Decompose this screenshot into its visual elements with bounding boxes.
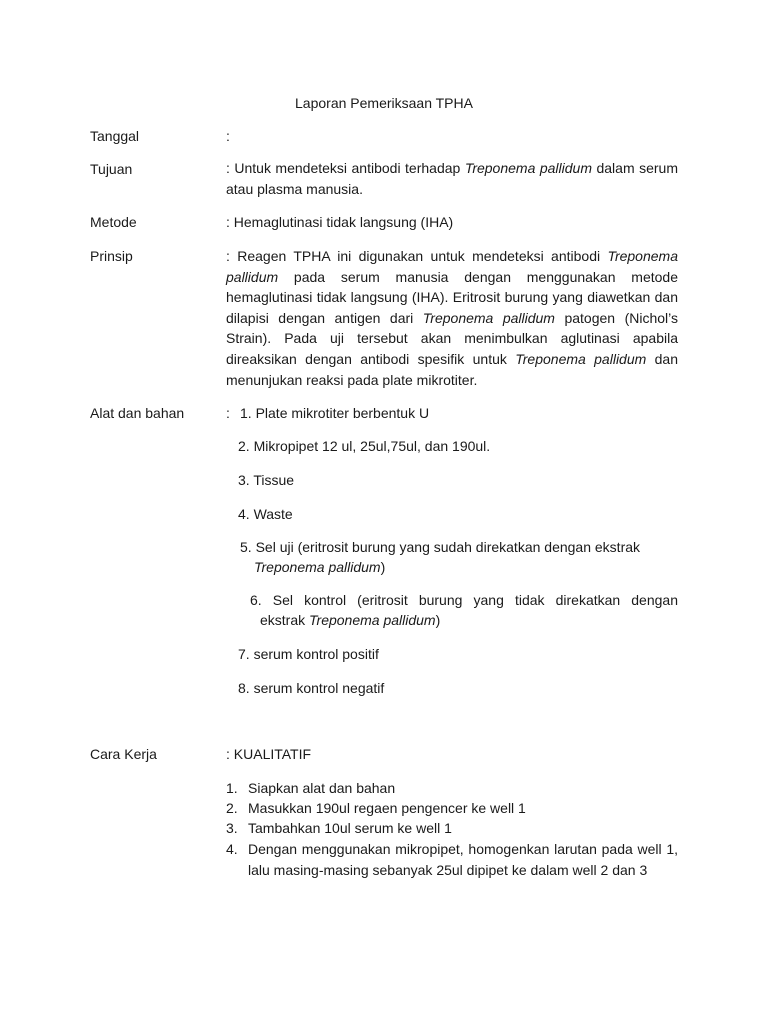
list-item: 4. Waste bbox=[238, 506, 293, 522]
organism-name: Treponema pallidum bbox=[464, 160, 592, 176]
list-item-continuation: Treponema pallidum) bbox=[254, 559, 386, 575]
step-text: Masukkan 190ul regaen pengencer ke well 1 bbox=[248, 800, 526, 816]
cara-kerja-value: : KUALITATIF bbox=[226, 746, 312, 762]
cara-kerja-label: Cara Kerja bbox=[90, 746, 157, 762]
step-number: 1. bbox=[226, 780, 238, 796]
metode-value: : Hemaglutinasi tidak langsung (IHA) bbox=[226, 214, 454, 230]
list-item: 5. Sel uji (eritrosit burung yang sudah direkatkan dengan ekstrak bbox=[240, 539, 641, 555]
step-number: 4. bbox=[226, 841, 238, 857]
list-item: 6. Sel kontrol (eritrosit burung yang tidak direkatkan dengan bbox=[250, 592, 678, 608]
tujuan-label: Tujuan bbox=[90, 161, 133, 177]
alat-label: Alat dan bahan bbox=[90, 405, 185, 421]
alat-colon: : bbox=[226, 405, 230, 421]
list-item: 1. Plate mikrotiter berbentuk U bbox=[240, 405, 430, 421]
step-text: Dengan menggunakan mikropipet, homogenkan larutan pada well 1, lalu masing-masing sebanyak 25ul dipipet ke dalam well 2 dan 3 bbox=[248, 841, 678, 878]
step-number: 2. bbox=[226, 800, 238, 816]
organism-name: Treponema pallidum bbox=[254, 559, 381, 575]
organism-name: Treponema pallidum bbox=[515, 350, 647, 367]
list-item: 2. Mikropipet 12 ul, 25ul,75ul, dan 190ul. bbox=[238, 438, 491, 454]
step-text: Tambahkan 10ul serum ke well 1 bbox=[248, 820, 452, 836]
organism-name: Treponema pallidum bbox=[309, 612, 436, 628]
list-item: 7. serum kontrol positif bbox=[238, 646, 379, 662]
document-title: Laporan Pemeriksaan TPHA bbox=[295, 95, 473, 111]
prinsip-text: : Reagen TPHA ini digunakan untuk mendeteksi antibodi Treponema pallidum pada serum manusia dengan menggunakan metode hemaglutinasi tidak langsung (IHA). Eritrosit burung yang diawetkan dan dilapisi dengan antigen dari Treponema pallidum patogen (Nichol’s Strain). Pada uji tersebut akan menimbulkan aglutinasi apabila direaksikan dengan antibodi spesifik untuk Treponema pallidum dan menunjukan reaksi pada plate mikrotiter. bbox=[226, 248, 679, 388]
tujuan-text: : Untuk mendeteksi antibodi terhadap Treponema pallidum dalam serum atau plasma manusia. bbox=[226, 160, 679, 197]
organism-name: Treponema pallidum bbox=[422, 309, 555, 326]
tanggal-value: : bbox=[226, 128, 230, 144]
metode-label: Metode bbox=[90, 214, 137, 230]
list-item: 3. Tissue bbox=[238, 472, 295, 488]
list-item: 8. serum kontrol negatif bbox=[238, 680, 385, 696]
list-item-continuation: ekstrak Treponema pallidum) bbox=[260, 612, 441, 628]
step-number: 3. bbox=[226, 820, 238, 836]
tanggal-label: Tanggal bbox=[90, 128, 140, 144]
prinsip-label: Prinsip bbox=[90, 248, 133, 264]
step-text: Siapkan alat dan bahan bbox=[248, 780, 396, 796]
organism-name: Treponema pallidum bbox=[226, 248, 678, 285]
